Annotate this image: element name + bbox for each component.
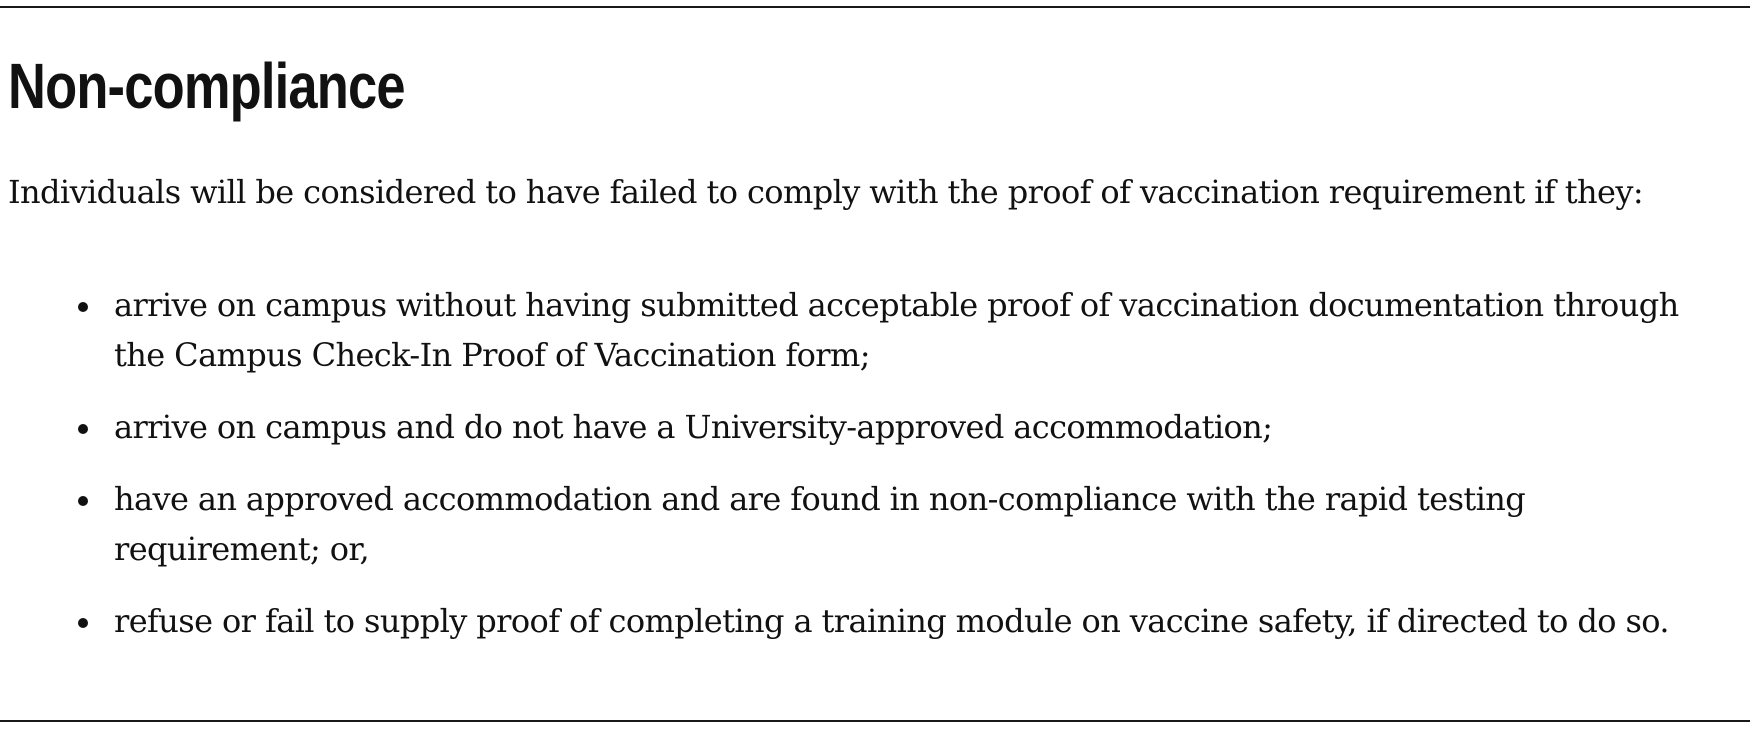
non-compliance-list	[0, 280, 1750, 668]
list-item	[0, 402, 1750, 452]
list-item-text: arrive on campus and do not have a University-approved accommodation;	[114, 408, 1273, 446]
list-item	[0, 280, 1750, 380]
intro-paragraph: Individuals will be considered to have failed to comply with the proof of vaccination requirement if they:	[8, 173, 1644, 211]
list-item	[0, 596, 1750, 646]
bottom-divider	[0, 720, 1750, 722]
top-divider	[0, 6, 1750, 8]
section-heading: Non-compliance	[8, 50, 405, 122]
bullet-icon	[78, 618, 88, 628]
bullet-icon	[78, 496, 88, 506]
list-item	[0, 474, 1750, 574]
list-item-text: arrive on campus without having submitted acceptable proof of vaccination documentation through the Campus Check-In Proof of Vaccination form;	[114, 286, 1679, 374]
bullet-icon	[78, 302, 88, 312]
list-item-text: have an approved accommodation and are found in non-compliance with the rapid testing requirement; or,	[114, 480, 1526, 568]
list-item-text: refuse or fail to supply proof of completing a training module on vaccine safety, if directed to do so.	[114, 602, 1669, 640]
bullet-icon	[78, 424, 88, 434]
